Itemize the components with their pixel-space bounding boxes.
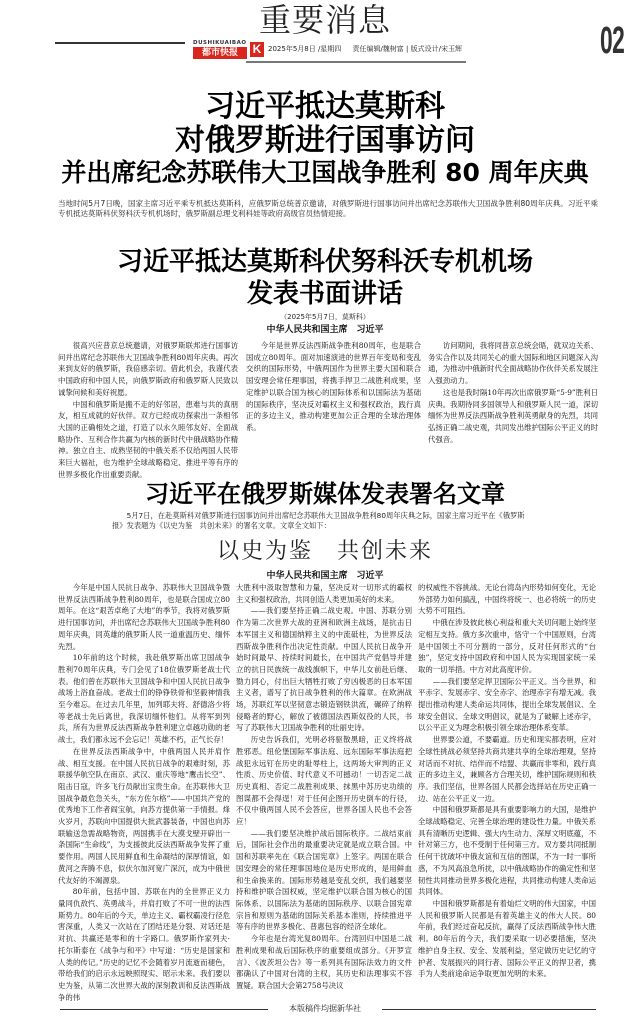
story-3-column-3 [418,582,596,1006]
brand-logo: 都市快报 [193,47,247,59]
issue-date: 2025年5月8日 /星期四 [268,45,342,53]
paragraph: 访问期间，我将同普京总统会晤，就双边关系、务实合作以及共同关心的重大国际和地区问题深入沟通，为推动中俄新时代全面战略协作伙伴关系发展注入强劲动力。 [428,341,599,386]
story-2-column-3 [428,340,598,466]
headline-1-line-2: 对俄罗斯进行国事访问 [175,123,475,158]
brand-name-en: DUSHIKUAIBAO [193,40,247,46]
paragraph: 10年前的这个时候，我赴俄罗斯出席卫国战争胜利70周年庆典，专门会见了18位俄罗斯老战士代表。他们曾在苏联伟大卫国战争和中国人民抗日战争战场上浴血奋战。老战士们的铮铮铁骨和坚毅神情我至今难忘。在过去几年里，加列耶夫将、舒德洛少将等老战士先后离世，我深切缅怀他们。从将军到列兵，所有为世界反法西斯战争胜利建立卓越功勋的老战士，我们都永远不会忘记！英雄不朽，正气长存！ [58,653,230,745]
credit-divider: | [406,45,409,53]
story-2-column-2 [246,340,421,466]
header-rule-left [55,42,185,44]
headline-2-line-1: 习近平抵达莫斯科伏努科沃专机机场 [116,247,533,277]
designer-credit: 版式设计/宋玉辉 [410,45,462,53]
header-rule-right [246,61,466,63]
page-number: 02 [600,20,625,62]
paragraph: 在世界反法西斯战争中，中俄两国人民并肩作战、相互支援。在中国人民抗日战争的艰难时刻，苏联援华航空队在南京、武汉、重庆等地“鹰击长空”、阻击日寇，许多飞行员献出宝贵生命。在苏联伟大卫国战争最危急关头，“东方佐尔格”——中国共产党的优秀地下工作者阎宝航，向苏方提供第一手情报。烽火岁月，苏联向中国提供大批武器装备，中国也向苏联输送急需战略物资，两国携手在大漠戈壁开辟出一条国际“生命线”，为支援彼此反法西斯战争发挥了重要作用。两国人民用鲜血和生命凝结的深厚情谊，如黄河之奔腾不息，似伏尔加河宽广深沉，成为中俄世代友好的不竭源泉。 [58,746,230,885]
paragraph: 中国和俄罗斯是搬不走的好邻居，患难与共的真朋友，相互成就的好伙伴。双方已经成功探索出一条相邻大国的正确相处之道，打造了以永久睦邻友好、全面战略协作、互利合作共赢为内核的新时代中俄战略协作精神。独立自主、成熟坚韧的中俄关系不仅给两国人民带来巨大福祉，也为维护全球战略稳定、推进平等有序的世界多极化作出重要贡献。 [58,399,238,479]
paragraph: 这也是我时隔10年再次出席俄罗斯“5·9”胜利日庆典。我期待同多国领导人和俄罗斯人民一道，深切缅怀为世界反法西斯战争胜利英勇献身的先烈，共同弘扬正确二战史观，共同发出维护国际公平正义的时代强音。 [428,387,598,444]
section-title: 重要消息 [258,1,391,39]
footer-rule-left [60,1009,268,1010]
footer-rule-right [382,1009,596,1010]
story-3-column-1 [58,582,230,1006]
paragraph: 很高兴应普京总统邀请，对俄罗斯联邦进行国事访问并出席纪念苏联伟大卫国战争胜利80周年庆典。再次来到友好的俄罗斯，我倍感亲切。借此机会，我谨代表中国政府和中国人民，向俄罗斯政府和俄罗斯人民致以诚挚问候和美好祝愿。 [58,341,238,397]
headline-2-line-2: 发表书面讲话 [246,279,403,309]
paragraph: ——我们要坚定捍卫国际公平正义。当今世界，和平赤字、发展赤字、安全赤字、治理赤字有增无减。我提出推动构建人类命运共同体，提出全球发展倡议、全球安全倡议、全球文明倡议，就是为了破解上述赤字，以公平正义为理念积极引领全球治理体系变革。 [418,676,596,733]
paragraph: ——我们要坚决维护战后国际秩序。二战结束前后，国际社会作出的最重要决定就是成立联合国。中国和苏联率先在《联合国宪章》上签字。两国在联合国安理会的常任理事国地位是历史形成的，是用鲜血和生命换来的。国际形势越是变乱交织，我们越要坚持和维护联合国权威，坚定维护以联合国为核心的国际体系、以国际法为基础的国际秩序、以联合国宪章宗旨和原则为基础的国际关系基本准则，持续推进平等有序的世界多极化、普惠包容的经济全球化。 [236,828,412,932]
paragraph: 中俄在涉及彼此核心利益和重大关切问题上始终坚定相互支持。俄方多次重申，恪守一个中国原则，台湾是中国领土不可分割的一部分，反对任何形式的“台独”，坚定支持中国政府和中国人民为实现国家统一采取的一切举措。中方对此高度评价。 [418,618,596,674]
story-3-intro: 5月7日，在赴莫斯科对俄罗斯进行国事访问并出席纪念苏联伟大卫国战争胜利80周年庆典之际，国家主席习近平在《俄罗斯报》发表题为《以史为鉴 共创未来》的署名文章。文章全文如下： [112,511,525,530]
header-meta [268,44,462,54]
paragraph: 今年是中国人民抗日战争、苏联伟大卫国战争暨世界反法西斯战争胜利80周年，也是联合国成立80周年。在这“艰苦卓绝了大地”的季节，我将对俄罗斯进行国事访问，并出席纪念苏联伟大卫国战争胜利80周年庆典，同英雄的俄罗斯人民一道重温历史、缅怀先烈。 [58,583,231,651]
paragraph: 中国和俄罗斯都是具有重要影响力的大国，是维护全球战略稳定、完善全球治理的建设性力量。中俄关系具有清晰历史逻辑、强大内生动力、深厚文明底蕴，不针对第三方，也不受制于任何第三方。双方要共同抵制任何干扰破坏中俄友谊和互信的图谋，不为一时一事所惑，不为风高浪急所扰，以中俄战略协作的确定性和坚韧性共同推动世界多极化进程，共同推动构建人类命运共同体。 [418,805,596,897]
editor-credit: 责任编辑/魏树富 [352,45,404,53]
paragraph: 今年是世界反法西斯战争胜利80周年，也是联合国成立80周年。面对加速演进的世界百年变局和变乱交织的国际形势，中俄两国作为世界主要大国和联合国安理会常任理事国，将携手捍卫二战胜利成果，坚定维护以联合国为核心的国际体系和以国际法为基础的国际秩序，坚决反对霸权主义和强权政治，践行真正的多边主义，推动构建更加公正合理的全球治理体系。 [246,341,421,432]
story-1-lead: 当地时间5月7日晚，国家主席习近平乘专机抵达莫斯科，应俄罗斯总统普京邀请，对俄罗斯进行国事访问并出席纪念苏联伟大卫国战争胜利80周年庆典。习近平乘专机抵达莫斯科伏努科沃专机机场时，俄罗斯副总理戈利科娃等政府高级官员热情迎接。 [58,199,598,218]
paragraph: 大胜利中汲取智慧和力量，坚决反对一切形式的霸权主义和强权政治，共同创造人类更加美好的未来。 [236,583,412,604]
paragraph: 今年也是台湾光复80周年。台湾回归中国是二战胜利成果和战后国际秩序的重要组成部分。《开罗宣言》、《波茨坦公告》等一系列具有国际法效力的文件都确认了中国对台湾的主权，其历史和法理事实不容置疑。联合国大会第2758号决议 [236,934,412,990]
article-title: 以史为鉴 共创未来 [216,539,433,564]
story-2-dateline: （2025年5月7日，莫斯科） [280,313,370,321]
story-3-column-2 [236,582,412,990]
paragraph: 80年前，包括中国、苏联在内的全世界正义力量同仇敌忾、英勇战斗，并肩打败了不可一世的法西斯势力。80年后的今天，单边主义、霸权霸凌行径危害深重，人类又一次站在了团结还是分裂、对话还是对抗、共赢还是零和的十字路口。俄罗斯作家列夫·托尔斯泰在《战争与和平》中写道：“历史是国家和人类的传记。”历史的记忆不会随着岁月流逝而褪色，带给我们的启示永远映照现实、昭示未来。我们要以史为鉴，从第二次世界大战的深刻教训和反法西斯战争的伟 [58,887,231,1002]
story-3-byline: 中华人民共和国主席 习近平 [266,571,384,581]
paragraph: 中国和俄罗斯都是有着灿烂文明的伟大国家，中国人民和俄罗斯人民都是有着英雄主义的伟大人民。80年前，我们经过奋起反抗，赢得了反法西斯战争伟大胜利。80年后的今天，我们要采取一切必要措施，坚决维护自身主权、安全、发展利益，坚定做历史记忆的守护者、发展振兴的同行者、国际公平正义的捍卫者，携手为人类前途命运争取更加光明的未来。 [418,898,596,979]
paragraph: 世界要公道，不要霸道。历史和现实都表明，应对全球性挑战必须坚持共商共建共享的全球治理观，坚持对话而不对抗、结伴而不结盟、共赢而非零和，践行真正的多边主义，兼顾各方合理关切，维护国际规则和秩序。我们坚信，世界各国人民都会选择站在历史正确一边、站在公平正义一边。 [418,735,596,803]
headline-3: 习近平在俄罗斯媒体发表署名文章 [145,480,505,508]
paragraph: 的权威性不容挑战。无论台湾岛内形势如何变化，无论外部势力如何搞乱，中国终将统一、也必将统一的历史大势不可阻挡。 [418,583,596,616]
paragraph: ——我们要坚持正确二战史观。中国、苏联分别作为第二次世界大战的亚洲和欧洲主战场，是抗击日本军国主义和德国纳粹主义的中流砥柱，为世界反法西斯战争胜利作出决定性贡献。中国人民抗日战争开始时间最早、持续时间最长，在中国共产党倡导并建立的抗日民族统一战线旗帜下，中华儿女前赴后继、勠力同心，付出巨大牺牲打败了穷凶极恶的日本军国主义者，谱写了抗日战争胜利的伟大篇章。在欧洲战场，苏联红军以坚韧意志锻造钢铁洪流，碾碎了纳粹侵略者的野心，解放了被德国法西斯奴役的人民，书写了苏联伟大卫国战争胜利的壮丽史诗。 [236,606,412,733]
footer-source-note: 本版稿件均据新华社 [289,1004,361,1013]
story-2-byline: 中华人民共和国主席 习近平 [266,325,384,335]
k-logo-icon: K [250,42,264,57]
story-2-column-1 [58,340,238,479]
headline-1-line-1: 习近平抵达莫斯科 [205,89,445,124]
paragraph: 历史告诉我们，光明必将驱散黑暗，正义终将战胜邪恶。纽伦堡国际军事法庭、远东国际军事法庭把战犯永远钉在历史的耻辱柱上，这两场大审判的正义性质、历史价值、时代意义不可撼动！一切否定二战历史真相、否定二战胜利成果、抹黑中苏历史功绩的图谋都不会得逞！对于任何企图开历史倒车的行径，不仅中俄两国人民不会答应，世界各国人民也不会答应！ [236,735,412,827]
headline-1-line-3: 并出席纪念苏联伟大卫国战争胜利 80 周年庆典 [61,158,589,187]
